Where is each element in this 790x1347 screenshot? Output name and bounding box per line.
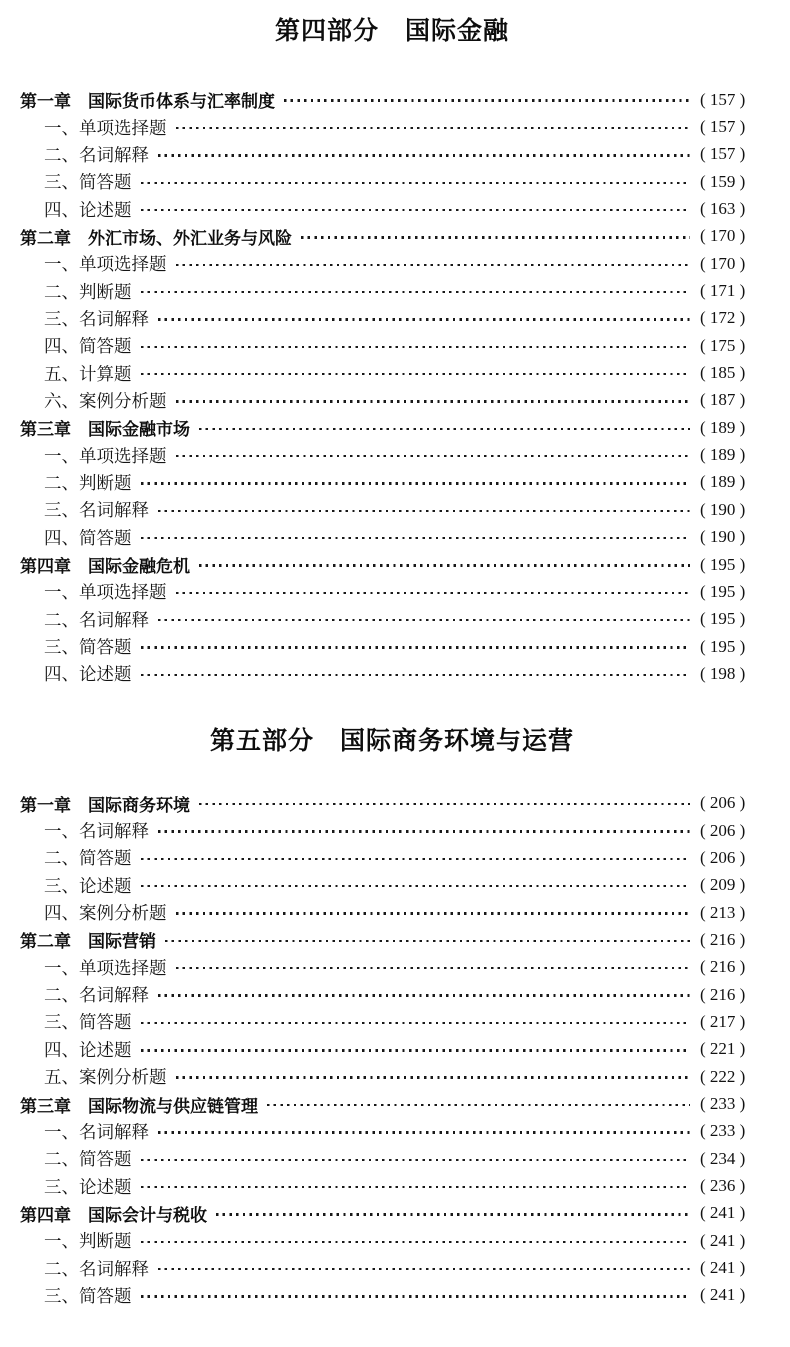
entry-label xyxy=(20,1201,207,1226)
toc-item-row xyxy=(20,1118,764,1145)
part-section-5 xyxy=(20,726,764,1310)
toc-item-row xyxy=(20,872,764,899)
entry-label xyxy=(20,552,190,577)
toc-item-row xyxy=(20,359,764,386)
dot-leader xyxy=(141,1186,691,1188)
entry-label: 一、单项选择题 xyxy=(44,582,167,603)
entry-label xyxy=(20,927,156,952)
toc-item-row xyxy=(20,250,764,277)
part-4-label: 第四部分 xyxy=(274,17,379,45)
page-number: ( 157 ) xyxy=(700,117,764,137)
entry-label: 二、名词解释 xyxy=(44,609,149,630)
toc-item-row xyxy=(20,277,764,304)
entry-label: 二、判断题 xyxy=(44,472,132,493)
toc-item-row xyxy=(20,141,764,168)
entry-label xyxy=(20,87,275,112)
entry-label xyxy=(20,415,190,440)
page-number: ( 241 ) xyxy=(700,1285,764,1305)
dot-leader xyxy=(141,674,691,676)
toc-item-row xyxy=(20,441,764,468)
toc-item-row xyxy=(20,578,764,605)
entry-label: 一、判断题 xyxy=(44,1231,132,1252)
dot-leader xyxy=(158,510,690,512)
dot-leader xyxy=(176,967,691,969)
toc-item-row xyxy=(20,981,764,1008)
toc-chapter-row xyxy=(20,1090,764,1117)
dot-leader xyxy=(176,400,691,402)
entry-label xyxy=(20,224,292,249)
toc-item-row xyxy=(20,1172,764,1199)
toc-chapter-row xyxy=(20,790,764,817)
entry-label: 三、论述题 xyxy=(44,875,132,896)
toc-chapter-row xyxy=(20,414,764,441)
dot-leader xyxy=(176,127,691,129)
dot-leader xyxy=(141,291,691,293)
entry-label: 四、简答题 xyxy=(44,336,132,357)
entry-label: 四、论述题 xyxy=(44,664,132,685)
entry-label: 四、简答题 xyxy=(44,527,132,548)
page-number: ( 234 ) xyxy=(700,1149,764,1169)
dot-leader xyxy=(158,318,690,320)
entry-label: 三、名词解释 xyxy=(44,308,149,329)
toc-chapter-row xyxy=(20,551,764,578)
page-number: ( 198 ) xyxy=(700,664,764,684)
chapter-number: 第一章 xyxy=(20,795,71,815)
dot-leader xyxy=(158,154,690,156)
entry-label: 二、简答题 xyxy=(44,1149,132,1170)
page-number: ( 236 ) xyxy=(700,1176,764,1196)
part-5-label: 第五部分 xyxy=(209,726,314,755)
entry-label: 三、名词解释 xyxy=(44,500,149,521)
chapter-number: 第二章 xyxy=(20,228,71,248)
page-number: ( 222 ) xyxy=(700,1067,764,1087)
dot-leader xyxy=(199,428,690,430)
toc-chapter-row xyxy=(20,223,764,250)
dot-leader xyxy=(141,1022,691,1024)
entry-label: 一、单项选择题 xyxy=(44,117,167,138)
toc-item-row xyxy=(20,633,764,660)
entry-label: 一、名词解释 xyxy=(44,821,149,842)
toc-item-row xyxy=(20,899,764,926)
entry-label: 一、单项选择题 xyxy=(44,957,167,978)
page-number: ( 195 ) xyxy=(700,637,764,657)
dot-leader xyxy=(176,1076,691,1078)
dot-leader xyxy=(141,537,691,539)
dot-leader xyxy=(141,1049,691,1051)
dot-leader xyxy=(141,885,691,887)
page-number: ( 170 ) xyxy=(700,226,764,246)
chapter-number: 第一章 xyxy=(20,92,71,112)
entry-label: 三、简答题 xyxy=(44,1285,132,1306)
dot-leader xyxy=(267,1104,690,1106)
dot-leader xyxy=(141,1241,691,1243)
dot-leader xyxy=(284,99,690,101)
page-number: ( 159 ) xyxy=(700,172,764,192)
toc-item-row xyxy=(20,195,764,222)
entry-label: 五、计算题 xyxy=(44,363,132,384)
dot-leader xyxy=(141,373,691,375)
dot-leader xyxy=(158,619,690,621)
dot-leader xyxy=(141,182,691,184)
toc-item-row xyxy=(20,168,764,195)
entry-label: 三、简答题 xyxy=(44,637,132,658)
dot-leader xyxy=(158,994,690,996)
chapter-title: 国际会计与税收 xyxy=(88,1205,207,1225)
chapter-title: 国际营销 xyxy=(88,932,156,952)
part-5-title xyxy=(20,726,764,756)
entry-label: 四、案例分析题 xyxy=(44,903,167,924)
part-4-title xyxy=(20,16,764,46)
page-number: ( 190 ) xyxy=(700,500,764,520)
toc-item-row xyxy=(20,1145,764,1172)
entry-label: 一、单项选择题 xyxy=(44,254,167,275)
page-number: ( 185 ) xyxy=(700,363,764,383)
page-number: ( 195 ) xyxy=(700,555,764,575)
page-number: ( 206 ) xyxy=(700,848,764,868)
dot-leader xyxy=(176,592,691,594)
page-number: ( 172 ) xyxy=(700,308,764,328)
page-number: ( 206 ) xyxy=(700,821,764,841)
chapter-title: 外汇市场、外汇业务与风险 xyxy=(88,228,292,248)
entry-label: 二、判断题 xyxy=(44,281,132,302)
page-number: ( 189 ) xyxy=(700,472,764,492)
chapter-number: 第三章 xyxy=(20,1096,71,1116)
toc-item-row xyxy=(20,954,764,981)
dot-leader xyxy=(141,1295,691,1297)
toc-item-row xyxy=(20,1063,764,1090)
page-number: ( 233 ) xyxy=(700,1094,764,1114)
page-number: ( 209 ) xyxy=(700,875,764,895)
entry-label: 三、简答题 xyxy=(44,172,132,193)
entry-label xyxy=(20,1092,258,1117)
dot-leader xyxy=(158,830,690,832)
page-number: ( 216 ) xyxy=(700,985,764,1005)
entry-label: 三、论述题 xyxy=(44,1176,132,1197)
page-number: ( 206 ) xyxy=(700,793,764,813)
page-number: ( 216 ) xyxy=(700,957,764,977)
dot-leader xyxy=(158,1268,690,1270)
entry-label: 一、单项选择题 xyxy=(44,445,167,466)
toc-item-row xyxy=(20,332,764,359)
entry-label: 一、名词解释 xyxy=(44,1121,149,1142)
page-number: ( 190 ) xyxy=(700,527,764,547)
page-number: ( 241 ) xyxy=(700,1203,764,1223)
dot-leader xyxy=(141,646,691,648)
chapter-number: 第四章 xyxy=(20,557,71,577)
page-number: ( 189 ) xyxy=(700,418,764,438)
dot-leader xyxy=(216,1213,690,1215)
page-number: ( 187 ) xyxy=(700,390,764,410)
toc-chapter-row xyxy=(20,86,764,113)
toc-item-row xyxy=(20,1254,764,1281)
dot-leader xyxy=(176,912,691,914)
dot-leader xyxy=(158,1131,690,1133)
page-number: ( 170 ) xyxy=(700,254,764,274)
toc-item-row xyxy=(20,305,764,332)
page-number: ( 163 ) xyxy=(700,199,764,219)
dot-leader xyxy=(141,858,691,860)
page-number: ( 241 ) xyxy=(700,1258,764,1278)
toc-item-row xyxy=(20,113,764,140)
entry-label: 五、案例分析题 xyxy=(44,1067,167,1088)
toc-item-row xyxy=(20,387,764,414)
page-number: ( 157 ) xyxy=(700,90,764,110)
page-number: ( 175 ) xyxy=(700,336,764,356)
toc-item-row xyxy=(20,1282,764,1309)
dot-leader xyxy=(199,564,690,566)
page-number: ( 157 ) xyxy=(700,144,764,164)
dot-leader xyxy=(165,940,690,942)
entry-label: 二、简答题 xyxy=(44,848,132,869)
chapter-number: 第三章 xyxy=(20,420,71,440)
part-4-name: 国际金融 xyxy=(405,17,510,45)
entry-label: 二、名词解释 xyxy=(44,985,149,1006)
toc-chapter-row xyxy=(20,926,764,953)
dot-leader xyxy=(141,482,691,484)
toc-item-row xyxy=(20,1008,764,1035)
toc-chapter-row xyxy=(20,1200,764,1227)
part-5-name: 国际商务环境与运营 xyxy=(340,726,575,755)
toc-item-row xyxy=(20,1227,764,1254)
chapter-title: 国际商务环境 xyxy=(88,795,190,815)
dot-leader xyxy=(141,1159,691,1161)
entry-label: 四、论述题 xyxy=(44,1039,132,1060)
page-number: ( 213 ) xyxy=(700,903,764,923)
page-number: ( 241 ) xyxy=(700,1231,764,1251)
chapter-title: 国际金融危机 xyxy=(88,557,190,577)
page-number: ( 171 ) xyxy=(700,281,764,301)
toc-item-row xyxy=(20,817,764,844)
toc-list-part-4 xyxy=(20,86,764,688)
page-number: ( 221 ) xyxy=(700,1039,764,1059)
entry-label: 四、论述题 xyxy=(44,199,132,220)
entry-label xyxy=(20,791,190,816)
page-number: ( 217 ) xyxy=(700,1012,764,1032)
dot-leader xyxy=(301,236,690,238)
page-number: ( 233 ) xyxy=(700,1121,764,1141)
entry-label: 二、名词解释 xyxy=(44,144,149,165)
page-number: ( 195 ) xyxy=(700,582,764,602)
page-number: ( 189 ) xyxy=(700,445,764,465)
entry-label: 二、名词解释 xyxy=(44,1258,149,1279)
chapter-number: 第二章 xyxy=(20,932,71,952)
entry-label: 六、案例分析题 xyxy=(44,390,167,411)
toc-item-row xyxy=(20,606,764,633)
dot-leader xyxy=(141,209,691,211)
toc-item-row xyxy=(20,844,764,871)
entry-label: 三、简答题 xyxy=(44,1012,132,1033)
part-section-4 xyxy=(20,16,764,688)
page-number: ( 195 ) xyxy=(700,609,764,629)
toc-item-row xyxy=(20,496,764,523)
chapter-title: 国际物流与供应链管理 xyxy=(88,1096,258,1116)
dot-leader xyxy=(176,264,691,266)
chapter-title: 国际金融市场 xyxy=(88,420,190,440)
dot-leader xyxy=(199,803,690,805)
toc-item-row xyxy=(20,660,764,687)
dot-leader xyxy=(141,346,691,348)
toc-item-row xyxy=(20,524,764,551)
chapter-number: 第四章 xyxy=(20,1205,71,1225)
page-number: ( 216 ) xyxy=(700,930,764,950)
toc-list-part-5 xyxy=(20,790,764,1310)
toc-item-row xyxy=(20,469,764,496)
dot-leader xyxy=(176,455,691,457)
toc-item-row xyxy=(20,1036,764,1063)
chapter-title: 国际货币体系与汇率制度 xyxy=(88,92,275,112)
